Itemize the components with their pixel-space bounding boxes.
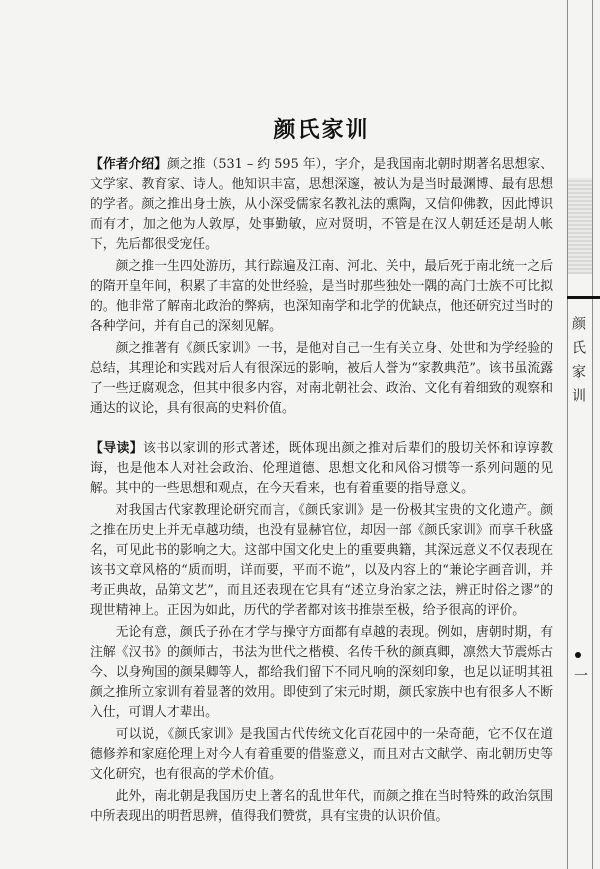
- margin-rule-left: [567, 0, 568, 869]
- page-number-dot: [575, 652, 581, 658]
- page-number: 一: [572, 668, 588, 682]
- intro-tag: 【作者介绍】: [90, 157, 167, 172]
- body-text: [90, 155, 553, 829]
- guide-tag: 【导读】: [90, 441, 143, 456]
- intro-paragraph-2: 颜之推一生四处游历，其行踪遍及江南、河北、关中，最后死于南北统一之后的隋开皇年间，积累了丰富的处世经验，是当时那些独处一隅的高门士族不可比拟的。他非常了解南北政治的弊病，也深知南学和北学的优缺点，他还研究过当时的各种学问，并有自己的深刻见解。: [90, 259, 553, 334]
- intro-text-1: 颜之推（531 – 约 595 年），字介，是我国南北朝时期著名思想家、文学家、教育家、诗人。他知识丰富，思想深邃，被认为是当时最渊博、最有思想的学者。颜之推出身士族，从小深受儒家名教礼法的熏陶，又信仰佛教，因此博识而有才，加之他为人敦厚，处事勤敏，应对贤明，不管是在汉人朝廷还是胡人帐下，先后都很受宠任。: [90, 157, 554, 252]
- guide-paragraph-4: 可以说，《颜氏家训》是我国古代传统文化百花园中的一朵奇葩，它不仅在道德修养和家庭伦理上对今人有着重要的借鉴意义，而且对古文献学、南北朝历史等文化研究，也有很高的学术价值。: [90, 727, 553, 782]
- margin-rule-bar: [567, 296, 600, 299]
- page-title: 颜氏家训: [273, 118, 370, 143]
- section-gap: [90, 421, 553, 439]
- guide-paragraph-2: 对我国古代家教理论研究而言，《颜氏家训》是一份极其宝贵的文化遗产。颜之推在历史上并无卓越功绩，也没有显赫官位，却因一部《颜氏家训》而享千秋盛名，可见此书的影响之大。这部中国文化史上的重要典籍，其深远意义不仅表现在该书文章风格的“质而明，详而要，平而不诡”，以及内容上的“兼论字画音训，并考正典故，品第文艺”，而且还表现在它具有“述立身治家之法，辨正时俗之谬”的现世精神上。正因为如此，历代的学者都对该书推崇至极，给予很高的评价。: [90, 503, 553, 618]
- guide-paragraph-1: [90, 439, 553, 499]
- running-title: 颜氏家训: [570, 316, 586, 412]
- margin-rule-right: [592, 0, 593, 869]
- guide-paragraph-3: 无论有意，颜氏子孙在才学与操守方面都有卓越的表现。例如，唐朝时期，有注解《汉书》的颜师古，书法为世代之楷模、名传千秋的颜真卿，凛然大节震烁古今、以身殉国的颜杲卿等人，都给我们留下不同凡响的深刻印象，也足以证明其祖颜之推所立家训有着显著的效用。即使到了宋元时期，颜氏家族中也有很多人不断入仕，可谓人才辈出。: [90, 625, 553, 720]
- guide-paragraph-5: 此外，南北朝是我国历史上著名的乱世年代，而颜之推在当时特殊的政治氛围中所表现出的明哲思辨，值得我们赞赏，具有宝贵的认识价值。: [90, 789, 553, 824]
- margin-shading: [568, 178, 592, 274]
- intro-paragraph-1: [90, 155, 553, 255]
- guide-text-1: 该书以家训的形式著述，既体现出颜之推对后辈们的殷切关怀和谆谆教诲，也是他本人对社会政治、伦理道德、思想文化和风俗习惯等一系列问题的见解。其中的一些思想和观点，在今天看来，也有着重要的指导意义。: [90, 441, 554, 496]
- intro-paragraph-3: 颜之推著有《颜氏家训》一书，是他对自己一生有关立身、处世和为学经验的总结，其理论和实践对后人有很深远的影响，被后人誉为“家教典范”。该书虽流露了一些迂腐观念，但其中很多内容，对南北朝社会、政治、文化有着细致的观察和通达的议论，具有很高的史料价值。: [90, 341, 553, 416]
